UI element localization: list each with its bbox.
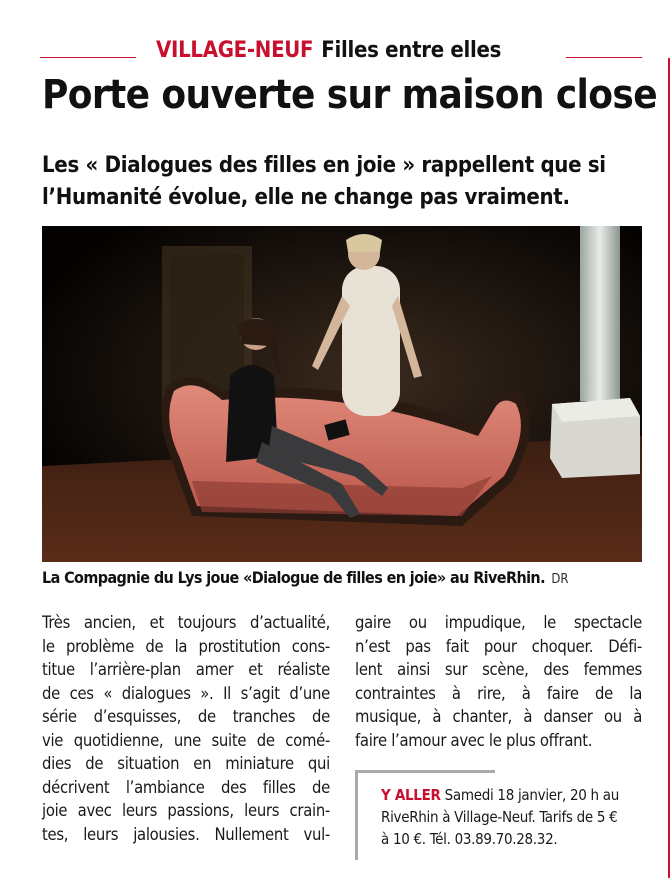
body-line: gaire ou impudique, le spectacle — [355, 613, 642, 632]
kicker-text — [156, 38, 501, 63]
body-column-right — [355, 611, 642, 752]
info-label: Y ALLER — [381, 786, 441, 804]
info-text: Samedi 18 janvier, 20 h au — [444, 786, 620, 804]
photo-caption — [42, 568, 652, 592]
subhead — [42, 150, 648, 214]
body-line: vie quotidienne, une suite de comé- — [42, 730, 330, 750]
body-line: série d’esquisses, de tranches de — [42, 707, 330, 726]
body-line: de ces « dialogues ». Il s’agit d’une — [42, 683, 330, 703]
body-line: musique, à chanter, à danser ou à — [355, 707, 642, 726]
headline: Porte ouverte sur maison close — [42, 72, 658, 118]
body-line: tes, leurs jalousies. Nullement vul- — [42, 824, 330, 844]
info-line: à 10 €. Tél. 03.89.70.28.32. — [381, 830, 558, 848]
theatre-photo — [42, 226, 642, 562]
body-line: lent ainsi sur scène, des femmes — [355, 660, 642, 679]
practical-info-box — [355, 770, 645, 860]
body-line: n’est pas fait pour choquer. Défi- — [355, 636, 642, 656]
subhead-line: Les « Dialogues des filles en joie » rappellent que si — [42, 153, 606, 178]
body-line: Très ancien, et toujours d’actualité, — [42, 613, 330, 632]
info-line: RiveRhin à Village-Neuf. Tarifs de 5 € — [381, 808, 618, 826]
kicker-topic: Filles entre elles — [321, 38, 502, 63]
kicker — [0, 38, 672, 68]
photo-credit: DR — [551, 572, 569, 587]
kicker-location: VILLAGE-NEUF — [156, 38, 314, 63]
info-box-rule-top — [355, 770, 495, 773]
kicker-rule-left — [40, 57, 136, 58]
column-rule — [668, 58, 670, 878]
body-line: le problème de la prostitution cons- — [42, 636, 330, 656]
kicker-rule-right — [566, 57, 642, 58]
body-column-left — [42, 611, 330, 846]
caption-text: La Compagnie du Lys joue «Dialogue de filles en joie» au RiveRhin. — [42, 568, 545, 587]
subhead-line: l’Humanité évolue, elle ne change pas vraiment. — [42, 185, 570, 210]
body-line: décrivent l’ambiance des filles de — [42, 777, 330, 797]
info-line — [381, 784, 643, 806]
body-line: contraintes à rire, à faire de la — [355, 683, 642, 703]
body-line: joie avec leurs passions, leurs crain- — [42, 801, 330, 820]
body-line: titue l’arrière-plan amer et réaliste — [42, 660, 330, 679]
body-line: faire l’amour avec le plus offrant. — [355, 730, 593, 750]
info-box-body — [381, 784, 643, 850]
body-line: dies de situation en miniature qui — [42, 754, 330, 773]
info-box-rule-left — [355, 770, 358, 860]
